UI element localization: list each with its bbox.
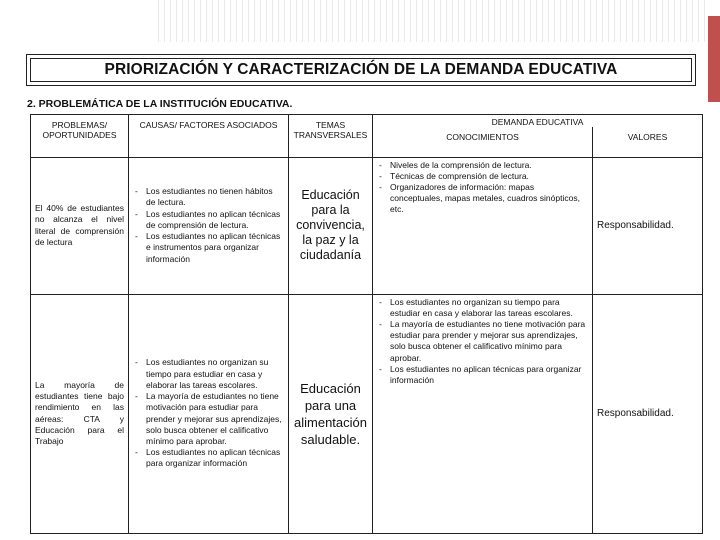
list-item: - Los estudiantes no aplican técnicas para organizar información	[133, 447, 284, 469]
list-item: - Los estudiantes no aplican técnicas de comprensión de lectura.	[133, 209, 284, 231]
header-conocimientos: CONOCIMIENTOS	[373, 127, 593, 157]
table-row	[31, 294, 703, 533]
conocimientos-cell	[373, 157, 593, 294]
header-problemas: PROBLEMAS/ OPORTUNIDADES	[31, 115, 129, 158]
valor-cell: Responsabilidad.	[593, 157, 703, 294]
header-valores: VALORES	[593, 127, 703, 157]
title-box	[26, 54, 696, 86]
tema-cell: Educación para la convivencia, la paz y la ciudadanía	[289, 157, 373, 294]
causas-cell	[129, 294, 289, 533]
list-item: - Técnicas de comprensión de lectura.	[377, 171, 588, 182]
conocimientos-cell	[373, 294, 593, 533]
valor-cell: Responsabilidad.	[593, 294, 703, 533]
page-title: PRIORIZACIÓN Y CARACTERIZACIÓN DE LA DEMANDA EDUCATIVA	[104, 61, 618, 78]
list-item: - Organizadores de información: mapas conceptuales, mapas metales, cuadros sinópticos, etc.	[377, 182, 588, 216]
causas-cell	[129, 157, 289, 294]
tema-cell: Educación para una alimentación saludable.	[289, 294, 373, 533]
list-item: - Los estudiantes no tienen hábitos de lectura.	[133, 186, 284, 208]
header-causas: CAUSAS/ FACTORES ASOCIADOS	[129, 115, 289, 158]
list-item: - Niveles de la comprensión de lectura.	[377, 160, 588, 171]
red-accent-bar	[708, 16, 720, 102]
problema-cell: La mayoría de estudiantes tiene bajo rendimiento en las aéreas: CTA y Educación para el Trabajo	[31, 294, 129, 533]
section-subtitle: 2. PROBLEMÁTICA DE LA INSTITUCIÓN EDUCATIVA.	[27, 98, 293, 110]
list-item: - Los estudiantes no organizan su tiempo para estudiar en casa y elaborar las tareas escolares.	[133, 357, 284, 391]
list-item: - La mayoría de estudiantes no tiene motivación para estudiar para prender y mejorar sus aprendizajes, solo busca obtener el calificativo mínimo para aprobar.	[377, 319, 588, 364]
problema-cell: El 40% de estudiantes no alcanza el nivel literal de comprensión de lectura	[31, 157, 129, 294]
decorative-stripes	[158, 0, 706, 42]
list-item: - Los estudiantes no organizan su tiempo para estudiar en casa y elaborar las tareas escolares.	[377, 297, 588, 319]
list-item: - La mayoría de estudiantes no tiene motivación para estudiar para prender y mejorar sus aprendizajes, solo busca obtener el calificativo mínimo para aprobar.	[133, 391, 284, 447]
list-item: - Los estudiantes no aplican técnicas para organizar información	[377, 364, 588, 386]
header-temas: TEMAS TRANSVERSALES	[289, 115, 373, 158]
table-row	[31, 157, 703, 294]
demand-table	[30, 114, 703, 534]
list-item: - Los estudiantes no aplican técnicas e instrumentos para organizar información	[133, 231, 284, 265]
header-demanda: DEMANDA EDUCATIVA	[373, 115, 703, 128]
